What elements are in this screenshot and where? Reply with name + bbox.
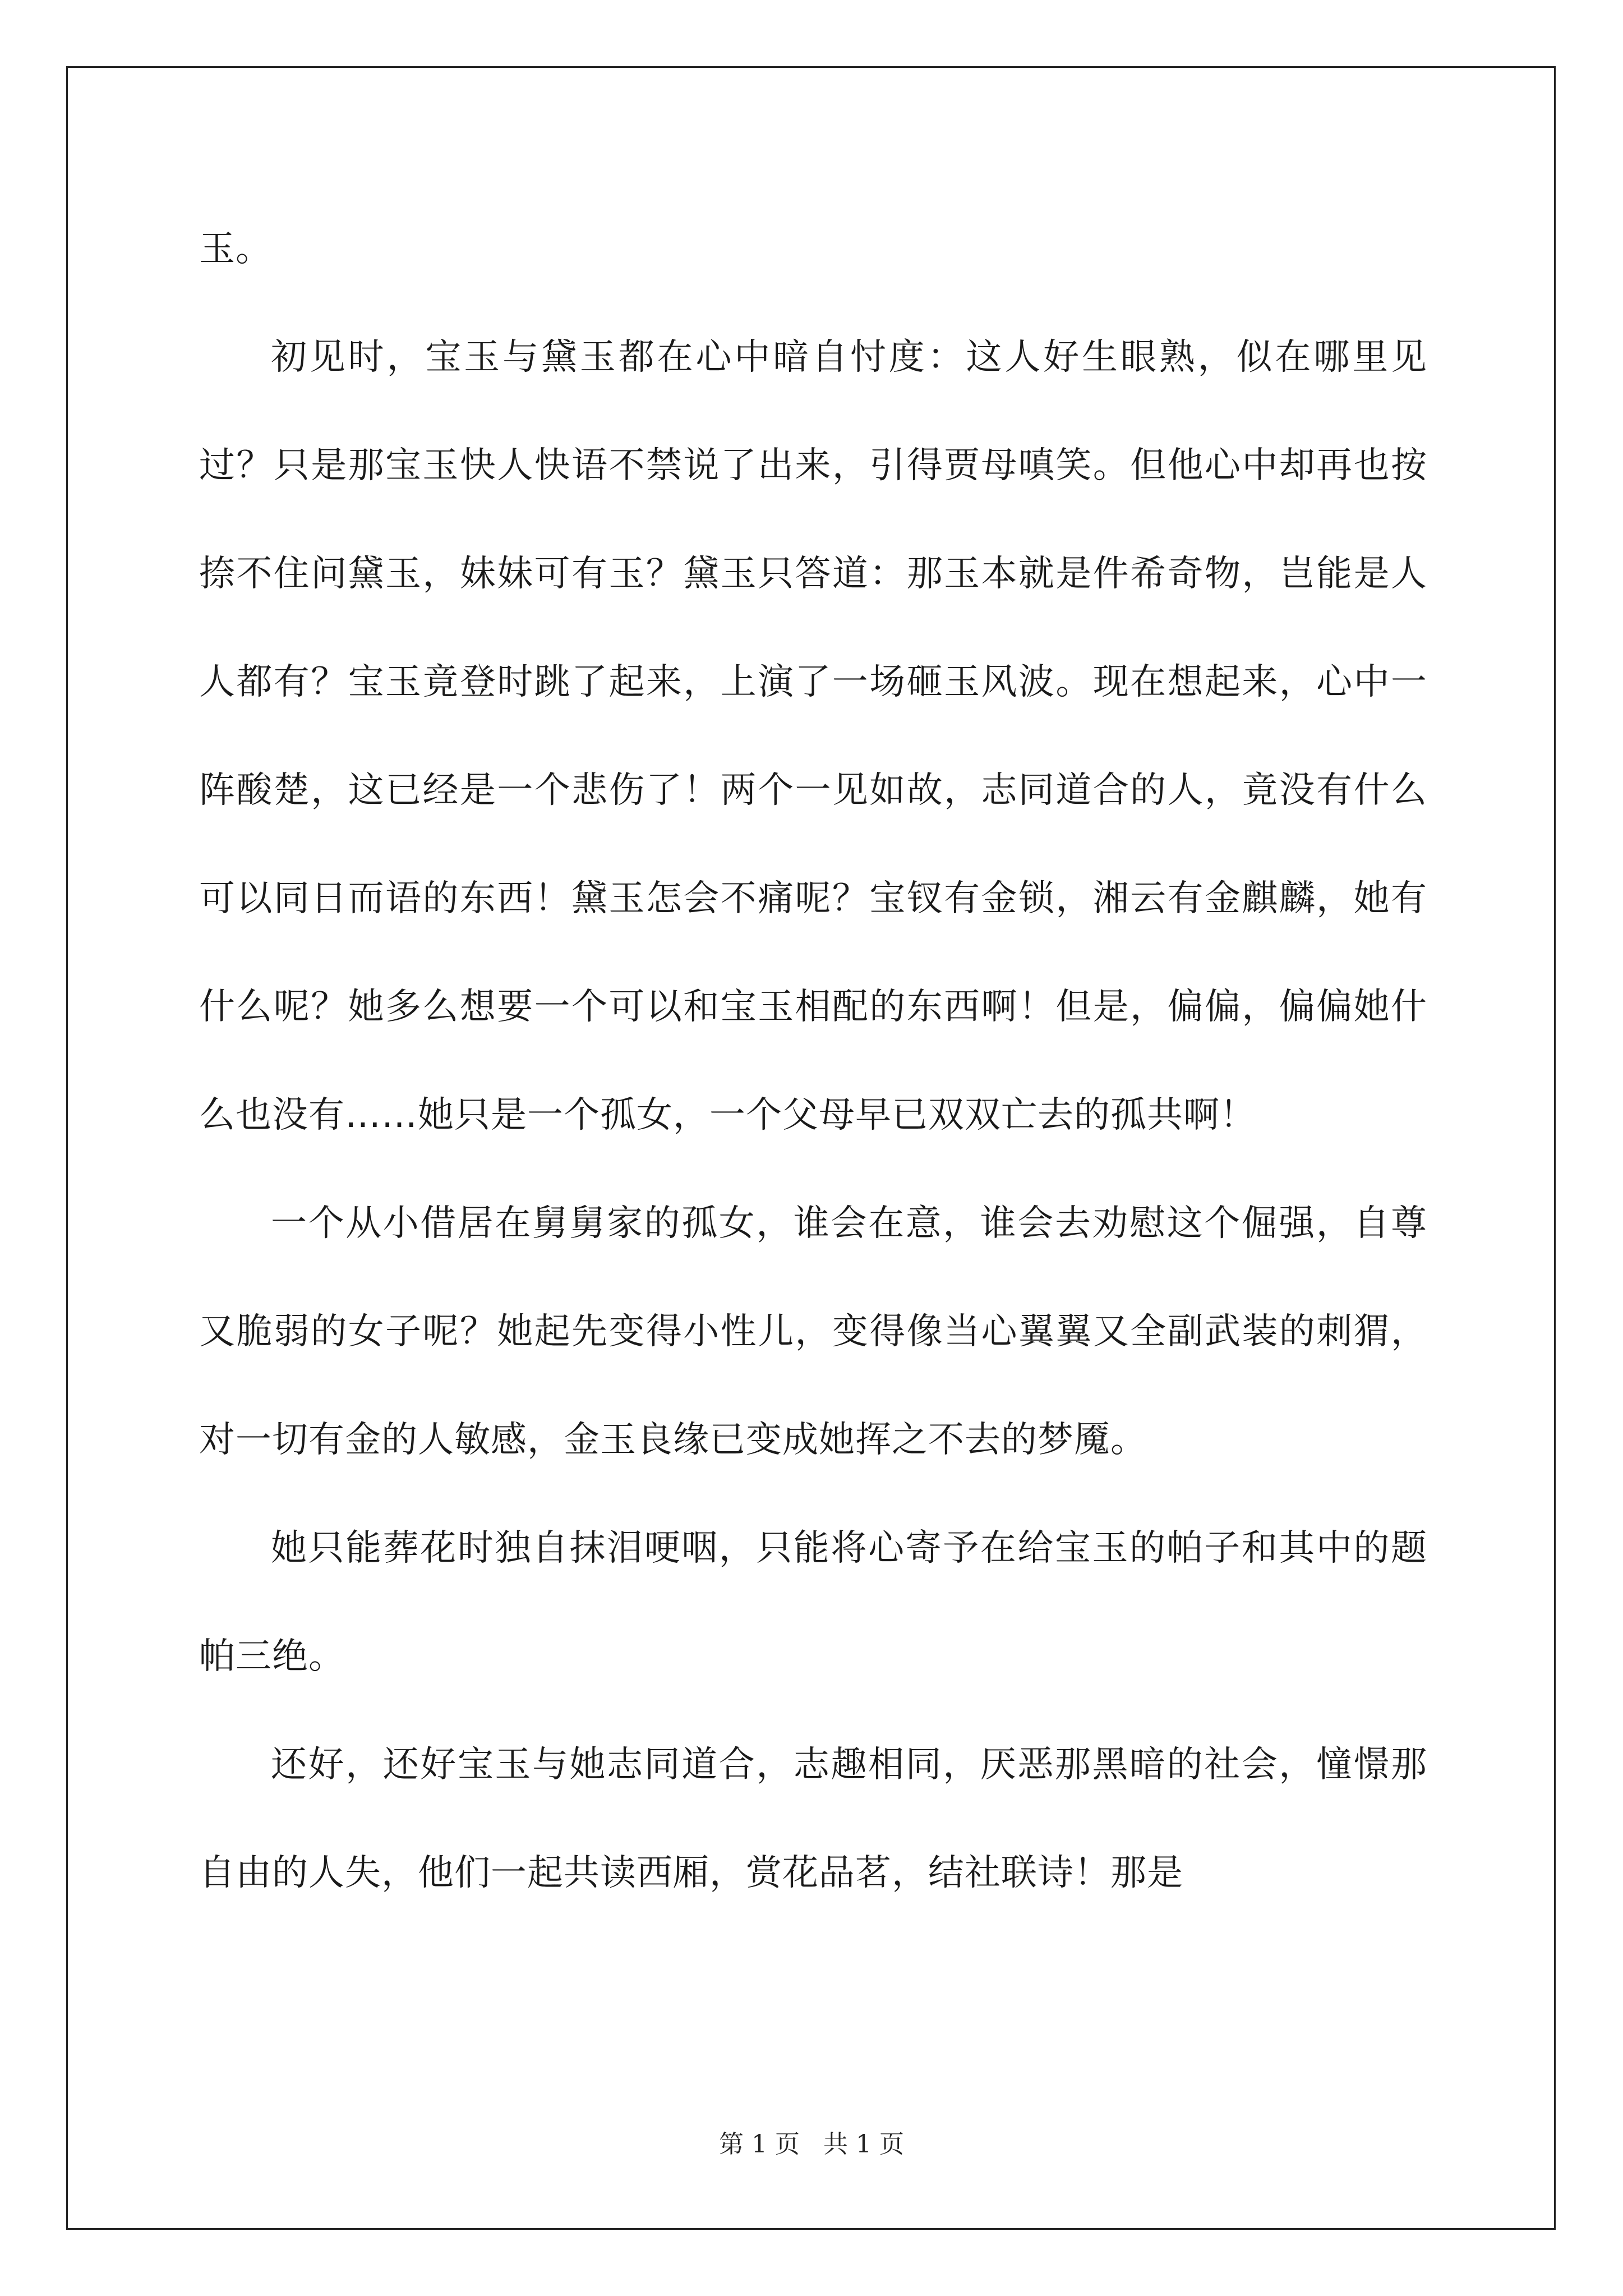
paragraph-4: 她只能葬花时独自抹泪哽咽，只能将心寄予在给宝玉的帕子和其中的题帕三绝。 [199,1527,1427,1677]
document-body [199,195,1427,1927]
paragraph-3: 一个从小借居在舅舅家的孤女，谁会在意，谁会去劝慰这个倔强，自尊又脆弱的女子呢？她起先变得小性儿，变得像当心翼翼又全副武装的刺猬，对一切有金的人敏感，金玉良缘已变成她挥之不去的梦魇。 [199,1203,1427,1461]
page-number: 第 1 页 共 1 页 [719,2130,904,2159]
paragraph-2: 初见时，宝玉与黛玉都在心中暗自忖度：这人好生眼熟，似在哪里见过？只是那宝玉快人快语不禁说了出来，引得贾母嗔笑。但他心中却再也按捺不住问黛玉，妹妹可有玉？黛玉只答道：那玉本就是件希奇物，岂能是人人都有？宝玉竟登时跳了起来，上演了一场砸玉风波。现在想起来，心中一阵酸楚，这已经是一个悲伤了！两个一见如故，志同道合的人，竟没有什么可以同日而语的东西！黛玉怎会不痛呢？宝钗有金锁，湘云有金麒麟，她有什么呢？她多么想要一个可以和宝玉相配的东西啊！但是，偏偏，偏偏她什么也没有……她只是一个孤女，一个父母早已双双亡去的孤共啊！ [199,337,1427,1136]
paragraph-5: 还好，还好宝玉与她志同道合，志趣相同，厌恶那黑暗的社会，憧憬那自由的人失，他们一起共读西厢，赏花品茗，结社联诗！那是 [199,1744,1427,1894]
paragraph-1: 玉。 [199,228,272,270]
